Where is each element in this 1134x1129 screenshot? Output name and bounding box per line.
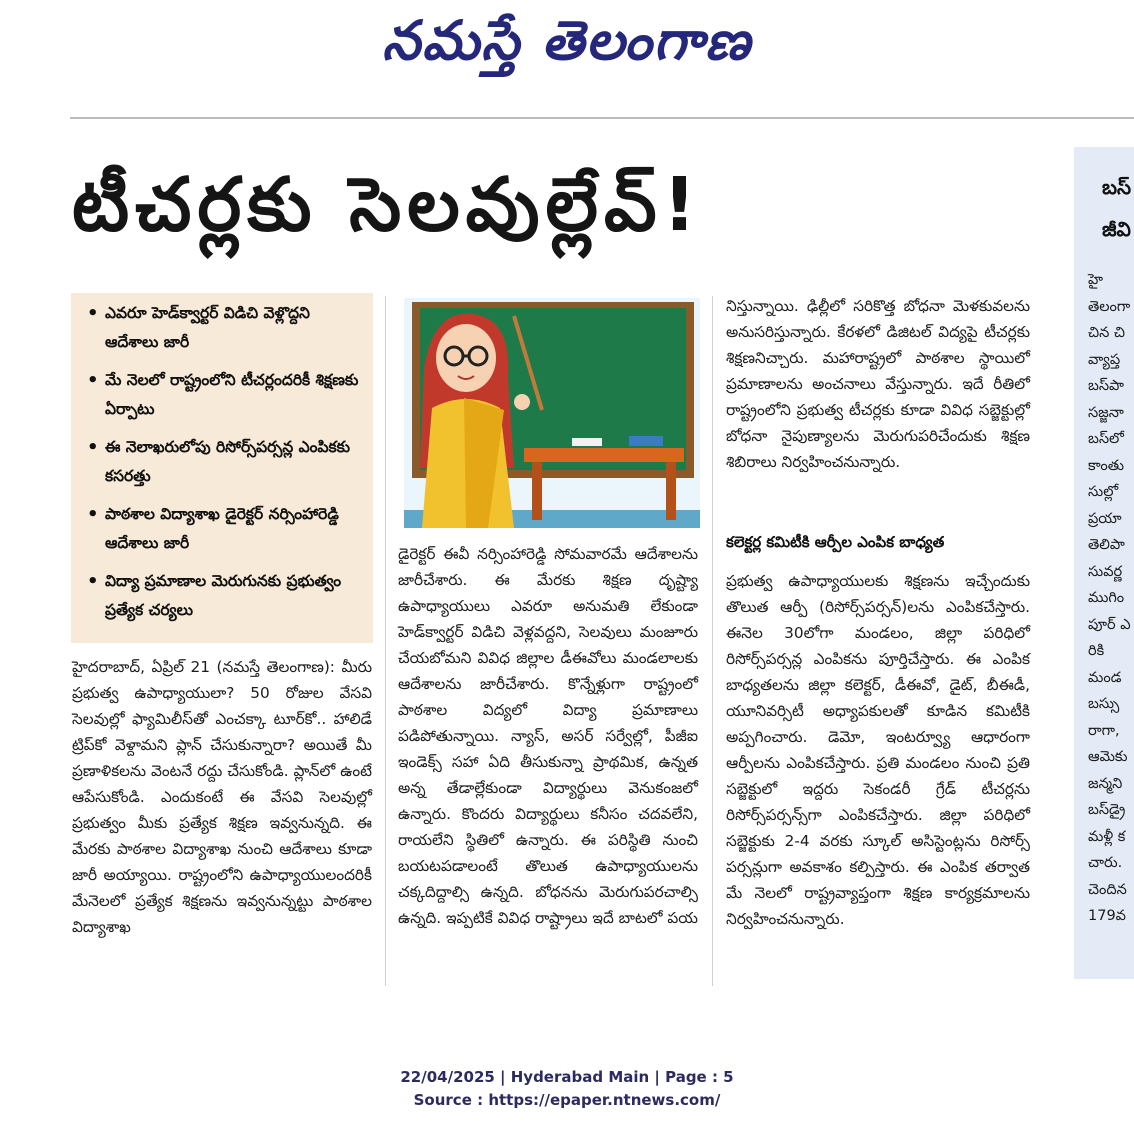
highlight-item: • ఎవరూ హెడ్‌క్వార్టర్ విడిచి వెళ్లొద్దని ఆదేశాలు జారీ — [87, 303, 310, 351]
masthead — [0, 8, 1134, 86]
column-divider — [712, 296, 713, 986]
sidebar-title-line: బస్ — [1102, 175, 1132, 199]
sidebar-article — [1074, 147, 1134, 979]
highlight-item: • పాఠశాల విద్యాశాఖ డైరెక్టర్ నర్సింహారెడ్డి ఆదేశాలు జారీ — [87, 504, 339, 552]
highlights-box — [71, 293, 373, 643]
footer-source: Source : https://epaper.ntnews.com/ — [413, 1091, 721, 1109]
sidebar-text: హై తెలంగా చిన చి వ్యాప్త బస్‌పా సజ్జనా బస్‌లో కాంతు సుల్లో ప్రయా తెలిపా సువర్ణ ముగిం పూర్ ఎ రికి మండ బస్సు రాగా, ఆమెకు జన్మని బస్‌డ్రై మళ్లీ క చారు. చెందిన 179వ — [1088, 272, 1131, 924]
article-column-1: హైదరాబాద్, ఏప్రిల్ 21 (నమస్తే తెలంగాణ): మీరు ప్రభుత్వ ఉపాధ్యాయులా? 50 రోజుల వేసవి సెలవుల్లో ఫ్యామిలీస్‌తో ఎంచక్కా టూర్‌కో.. హాలిడే ట్రిప్‌కో వెళ్దామని ప్లాన్ చేసుకున్నారా? అయితే మీ ప్రణాళికలను వెంటనే రద్దు చేసుకోండి. ప్లాన్‌లో ఉంటే ఆపేసుకోండి. ఎందుకంటే ఈ వేసవి సెలవుల్లో ప్రభుత్వం మీకు ప్రత్యేక శిక్షణ ఇవ్వనున్నది. ఈ మేరకు పాఠశాల విద్యాశాఖ నుంచి ఆదేశాలు కూడా జారీ అయ్యాయి. రాష్ట్రంలోని ఉపాధ్యాయులందరికీ మేనెలలో ప్రత్యేక శిక్షణను ఇవ్వనున్నట్టు పాఠశాల విద్యాశాఖ — [72, 658, 372, 936]
masthead-title: నమస్తే తెలంగాణ — [382, 8, 752, 72]
masthead-divider — [70, 117, 1134, 119]
headline: టీచర్లకు సెలవుల్లేవ్! — [72, 162, 703, 248]
column-divider — [385, 296, 386, 986]
article-column-3: నిస్తున్నాయి. ఢిల్లీలో సరికొత్త బోధనా మెళకువలను అనుసరిస్తున్నారు. కేరళలో డిజిటల్ విద్యపై టీచర్లకు శిక్షణనిచ్చారు. మహారాష్ట్రలో పాఠశాల స్థాయిలో ప్రమాణాలను అంచనాలు వేస్తున్నారు. ఇదే రీతిలో రాష్ట్రంలోని ప్రభుత్వ టీచర్లకు కూడా వివిధ సబ్జెక్టుల్లో బోధనా నైపుణ్యాలను మెరుగుపరిచేందుకు శిక్షణ శిబిరాలు నిర్వహించనున్నారు. — [726, 297, 1030, 471]
article-column-3-continued: ప్రభుత్వ ఉపాధ్యాయులకు శిక్షణను ఇచ్చేందుకు తొలుత ఆర్పీ (రిసోర్స్‌పర్సన్)లను ఎంపికచేస్తారు. ఈనెల 30లోగా మండలం, జిల్లా పరిధిలో రిసోర్స్‌పర్సన్ల ఎంపికను పూర్తిచేస్తారు. ఈ ఎంపిక బాధ్యతలను జిల్లా కలెక్టర్, డీఈవో, డైట్, బీఈడీ, యూనివర్సిటీ అధ్యాపకులతో కూడిన కమిటీకి అప్పగించారు. డెమో, ఇంటర్వ్యూ ఆధారంగా ఆర్పీలను ఎంపికచేస్తారు. ప్రతి మండలం నుంచి ప్రతి సబ్జెక్టులో ఇద్దరు సెకండరీ గ్రేడ్ టీచర్లను రిసోర్స్‌పర్సన్స్‌గా ఎంపికచేస్తారు. జిల్లా పరిధిలో సబ్జెక్టుకు 2-4 వరకు స్కూల్ అసిస్టెంట్లను రిసోర్స్ పర్సన్లుగా అవకాశం కల్పిస్తారు. ఈ ఎంపిక తర్వాత మే నెలలో రాష్ట్రవ్యాప్తంగా శిక్షణ కార్యక్రమాలను నిర్వహించనున్నారు. — [726, 572, 1030, 928]
highlight-item: • విద్యా ప్రమాణాల మెరుగునకు ప్రభుత్వం ప్రత్యేక చర్యలు — [87, 571, 342, 619]
section-subhead: కలెక్టర్ల కమిటీకి ఆర్పీల ఎంపిక బాధ్యత — [726, 533, 945, 551]
highlight-item: • మే నెలలో రాష్ట్రంలోని టీచర్లందరికీ శిక్షణకు ఏర్పాటు — [87, 370, 359, 418]
footer-date-edition: 22/04/2025 | Hyderabad Main | Page : 5 — [400, 1068, 734, 1086]
sidebar-title-line: జీవి — [1102, 217, 1131, 241]
highlight-item: • ఈ నెలాఖరులోపు రిసోర్స్‌పర్సన్ల ఎంపికకు కసరత్తు — [87, 437, 351, 485]
article-column-2: డైరెక్టర్ ఈవీ నర్సింహారెడ్డి సోమవారమే ఆదేశాలను జారీచేశారు. ఈ మేరకు శిక్షణ దృష్ట్యా ఉపాధ్యాయులు ఎవరూ అనుమతి లేకుండా హెడ్‌క్వార్టర్ విడిచి వెళ్లవద్దని, సెలవులు మంజూరు చేయబోమని వివిధ జిల్లాల డీఈవోలు మండలాలకు ఆదేశాలను జారీచేశారు. కొన్నేళ్లుగా రాష్ట్రంలో పాఠశాల విద్యలో విద్యా ప్రమాణాలు పడిపోతున్నాయి. న్యాస్, అసర్ సర్వేల్లో, పీజీఐ ఇండెక్స్ సహా ఏది తీసుకున్నా ప్రాథమిక, ఉన్నత అన్న తేడాల్లేకుండా విద్యార్థులు వెనుకంజలో ఉన్నారు. కొందరు విద్యార్థులు కనీసం చదవలేని, రాయలేని స్థితిలో ఉన్నారు. ఈ పరిస్థితి నుంచి బయటపడాలంటే తొలుత ఉపాధ్యాయులను చక్కదిద్దాల్సి ఉన్నది. బోధనను మెరుగుపరచాల్సి ఉన్నది. ఇప్పటికే వివిధ రాష్ట్రాలు ఇదే బాటలో పయ — [398, 545, 698, 927]
teacher-illustration — [404, 298, 700, 528]
